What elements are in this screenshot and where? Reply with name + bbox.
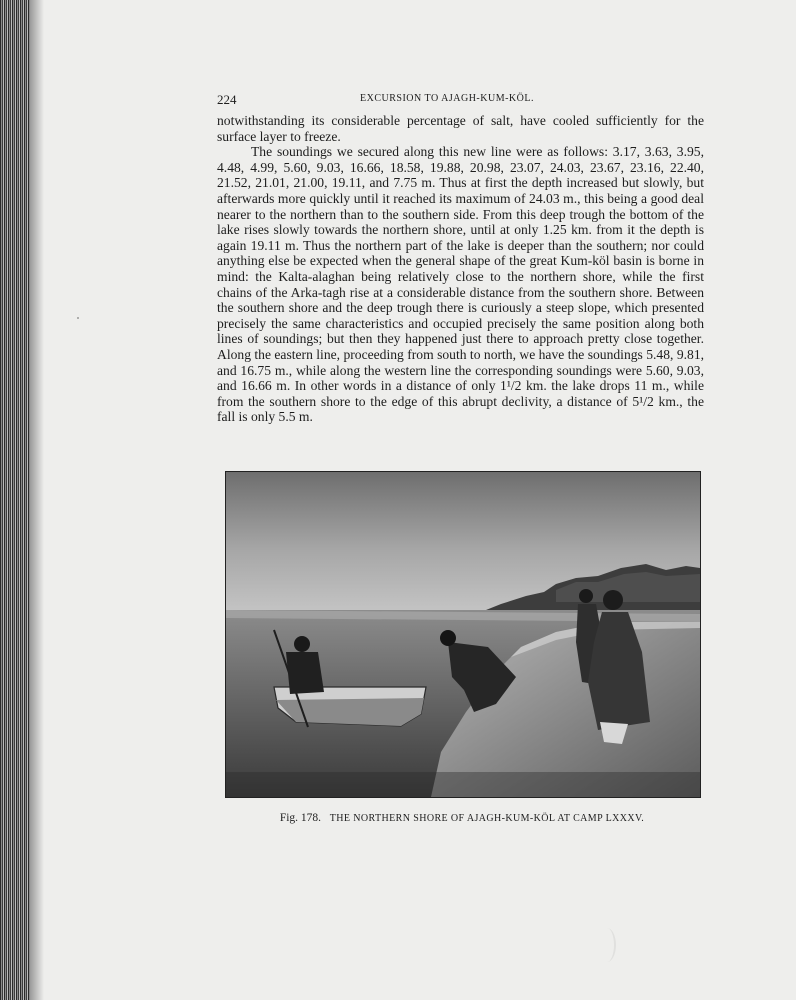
photograph-northern-shore [225,471,701,798]
foreground-shadow [226,772,700,797]
figure-label: Fig. 178. [279,812,322,824]
figure-bending-head [440,630,456,646]
figure-in-boat-head [294,636,310,652]
figure-standing-back-head [579,589,593,603]
figure-caption-text: THE NORTHERN SHORE OF AJAGH-KUM-KÖL AT CAMP LXXXV. [329,813,645,824]
paragraph-soundings: The soundings we secured along this new line were as follows: 3.17, 3.63, 3.95, 4.48, 4.99, 5.60, 9.03, 16.66, 18.58, 19.88, 20.98, 23.07, 24.03, 23.67, 23.16, 22.40, 21.52, 21.01, 21.00, 19.11, and 7.75 m. Thus at first the depth increased but slowly, but afterwards more quickly until it reached its maximum of 24.03 m., this being a good deal nearer to the northern than to the southern side. From this deep trough the bottom of the lake rises slowly towards the northern shore, until at only 1.25 km. from it the depth is again 19.11 m. Thus the northern part of the lake is deeper than the southern; nor could anything else be expected when the general shape of the great Kum-köl basin is borne in mind: the Kalta-alaghan being relatively close to the northern shore, while the first chains of the Arka-tagh rise at a considerable distance from the southern shore. Between the southern shore and the deep trough there is curiously a steep slope, which presented precisely the same characteristics and occupied precisely the same position along both lines of soundings; but then they happened just there to approach pretty close together. Along the eastern line, proceeding from south to north, we have the soundings 5.48, 9.81, and 16.75 m., while along the western line the corresponding soundings were 5.60, 9.03, and 16.66 m. In other words in a distance of only 1¹/2 km. the lake drops 11 m., while from the southern shore to the edge of this abrupt declivity, a distance of 5¹/2 km., the fall is only 5.5 m. [217,144,705,425]
book-page-edges [0,0,34,1000]
page-number: 224 [217,92,237,107]
figure-in-boat [286,652,324,694]
lake-shore-photo [226,472,700,797]
figure-standing-front-head [603,590,623,610]
running-head: EXCURSION TO AJAGH-KUM-KÖL. [360,93,534,104]
paragraph-continued: notwithstanding its considerable percentage of salt, have cooled sufficiently for the surface layer to freeze. [217,113,704,144]
gutter-shadow [30,0,44,1000]
boat-hull-shadow [276,698,424,726]
body-text [217,113,704,425]
figure-caption [225,812,699,824]
paper-speck [77,317,79,319]
paper-smudge [598,928,616,962]
